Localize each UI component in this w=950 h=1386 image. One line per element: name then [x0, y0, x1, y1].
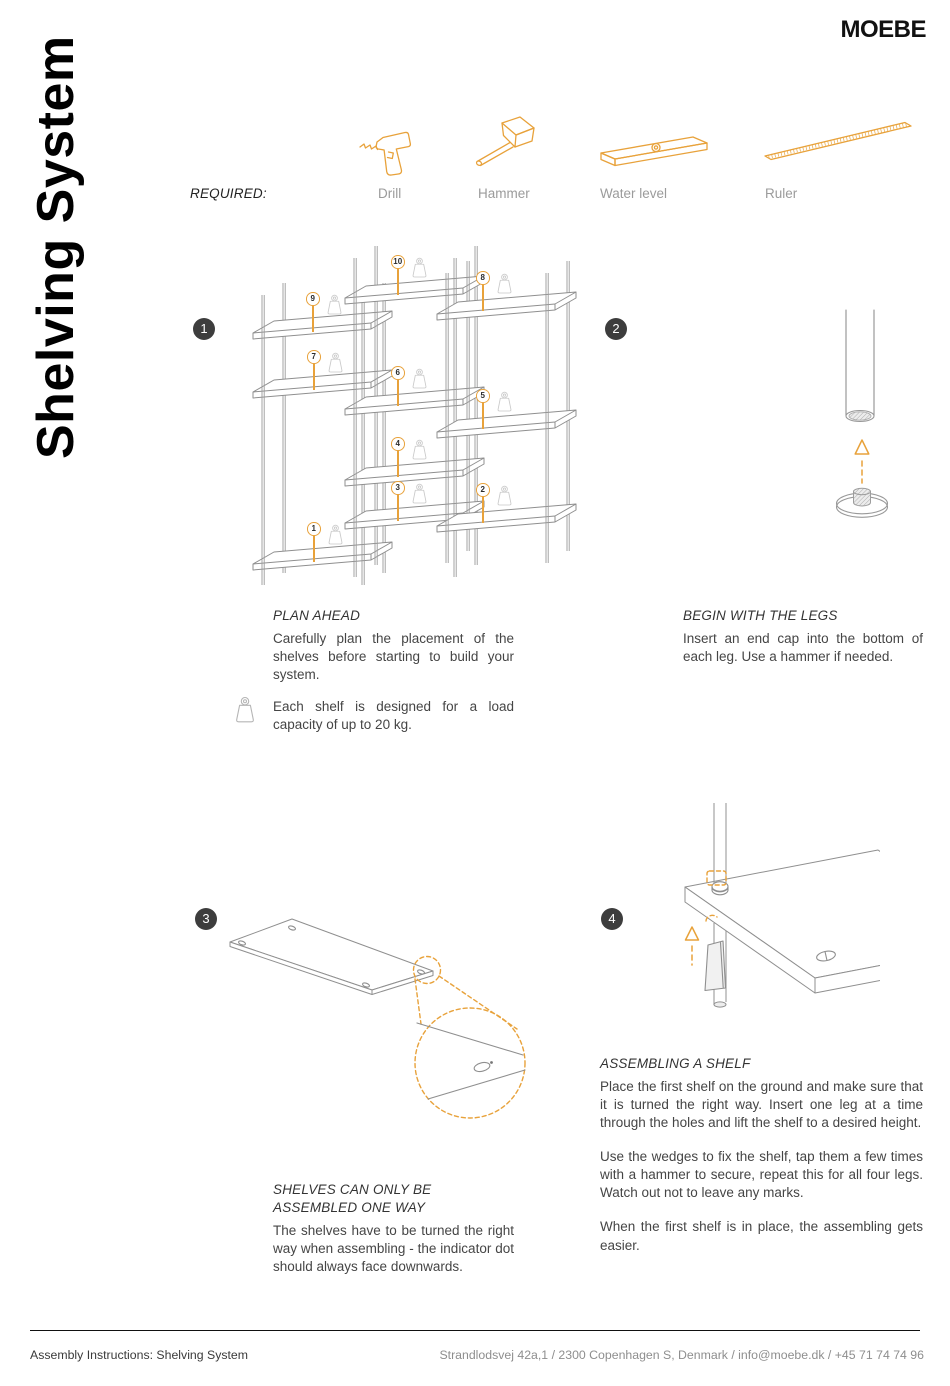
- shelving-system-diagram: [225, 245, 577, 590]
- weight-icon: [413, 484, 426, 503]
- page-title: Shelving System: [27, 35, 85, 459]
- marker-number: 2: [476, 483, 490, 497]
- section-body: The shelves have to be turned the right way when assembling - the indicator dot should always face downwards.: [273, 1222, 514, 1275]
- marker-number: 6: [391, 366, 405, 380]
- shelf-number-marker: [476, 271, 490, 285]
- marker-stem: [397, 380, 398, 406]
- weight-icon: [413, 440, 426, 459]
- arrow-up-icon: [855, 440, 869, 454]
- section-body: [600, 1078, 923, 1255]
- step-3-badge: 3: [195, 908, 217, 930]
- marker-stem: [482, 285, 483, 311]
- section-heading: SHELVES CAN ONLY BE ASSEMBLED ONE WAY: [273, 1182, 432, 1215]
- shelf-leg-wedge-diagram: [655, 790, 880, 1015]
- weight-icon: [413, 258, 426, 277]
- step-4-badge: 4: [601, 908, 623, 930]
- arrow-up-icon: [686, 927, 699, 940]
- footer-document-title: Assembly Instructions: Shelving System: [30, 1348, 249, 1362]
- marker-stem: [482, 403, 483, 429]
- moebe-logo: MOEBE: [840, 16, 926, 43]
- weight-icon: [329, 353, 342, 372]
- footer-divider: [30, 1330, 920, 1331]
- paragraph: When the first shelf is in place, the assembling gets easier.: [600, 1219, 923, 1253]
- drill-icon: [358, 120, 422, 180]
- hammer-icon: [466, 114, 546, 174]
- section-body: Insert an end cap into the bottom of each leg. Use a hammer if needed.: [683, 630, 923, 665]
- weight-icon: [498, 392, 511, 411]
- tool-label-ruler: Ruler: [765, 186, 798, 201]
- leg-endcap-diagram: [810, 300, 930, 530]
- weight-icon: [329, 525, 342, 544]
- water-level-icon: [598, 134, 716, 174]
- paragraph: Place the first shelf on the ground and make sure that it is turned the right way. Insert one leg at a time through the holes and lift the shelf to a desired height.: [600, 1078, 923, 1131]
- marker-stem: [313, 364, 314, 390]
- magnifier-circle-large: [415, 1008, 525, 1118]
- marker-stem: [313, 536, 314, 562]
- shelf-number-marker: [391, 437, 405, 451]
- weight-icon: [328, 295, 341, 314]
- marker-number: 4: [391, 437, 405, 451]
- section-body: Carefully plan the placement of the shelves before starting to build your system.: [273, 630, 514, 683]
- shelf-number-marker: [476, 389, 490, 403]
- shelf-number-marker: [476, 483, 490, 497]
- weight-icon: [234, 696, 256, 723]
- section-heading: PLAN AHEAD: [273, 608, 361, 623]
- weight-icon: [498, 274, 511, 293]
- weight-icon: [498, 486, 511, 505]
- shelf-panel-diagram: [225, 915, 545, 1130]
- weight-icon: [413, 369, 426, 388]
- marker-number: 8: [476, 271, 490, 285]
- required-label: REQUIRED:: [190, 186, 267, 201]
- marker-stem: [397, 495, 398, 521]
- marker-number: 3: [391, 481, 405, 495]
- shelf-number-marker: [391, 481, 405, 495]
- tool-label-hammer: Hammer: [478, 186, 530, 201]
- section-one-way: [273, 1181, 514, 1276]
- footer-contact-info: Strandlodsvej 42a,1 / 2300 Copenhagen S, Denmark / info@moebe.dk / +45 71 74 74 96: [439, 1348, 924, 1362]
- marker-number: 1: [307, 522, 321, 536]
- section-plan-ahead: [273, 607, 514, 684]
- shelf-number-marker: [307, 522, 321, 536]
- marker-number: 5: [476, 389, 490, 403]
- marker-number: 10: [391, 255, 405, 269]
- ruler-icon: [762, 118, 914, 168]
- tool-label-water-level: Water level: [600, 186, 668, 201]
- section-heading: ASSEMBLING A SHELF: [600, 1056, 751, 1071]
- shelf-number-marker: [307, 350, 321, 364]
- shelf-number-marker: [306, 292, 320, 306]
- indicator-dot: [490, 1061, 493, 1064]
- shelf-number-marker: [391, 255, 405, 269]
- section-begin-legs: [683, 607, 923, 666]
- marker-stem: [397, 269, 398, 295]
- marker-stem: [397, 451, 398, 477]
- step-2-badge: 2: [605, 318, 627, 340]
- tool-label-drill: Drill: [378, 186, 402, 201]
- marker-number: 9: [306, 292, 320, 306]
- section-heading: BEGIN WITH THE LEGS: [683, 608, 838, 623]
- marker-number: 7: [307, 350, 321, 364]
- step-1-badge: 1: [193, 318, 215, 340]
- shelf-number-marker: [391, 366, 405, 380]
- load-note: [273, 698, 514, 734]
- paragraph: Use the wedges to fix the shelf, tap them a few times with a hammer to secure, repeat this for all four legs. Watch out not to leave any marks.: [600, 1149, 923, 1201]
- marker-stem: [482, 497, 483, 523]
- load-note-text: Each shelf is designed for a load capacity of up to 20 kg.: [273, 699, 514, 733]
- marker-stem: [312, 306, 313, 332]
- section-assembling: [600, 1055, 923, 1255]
